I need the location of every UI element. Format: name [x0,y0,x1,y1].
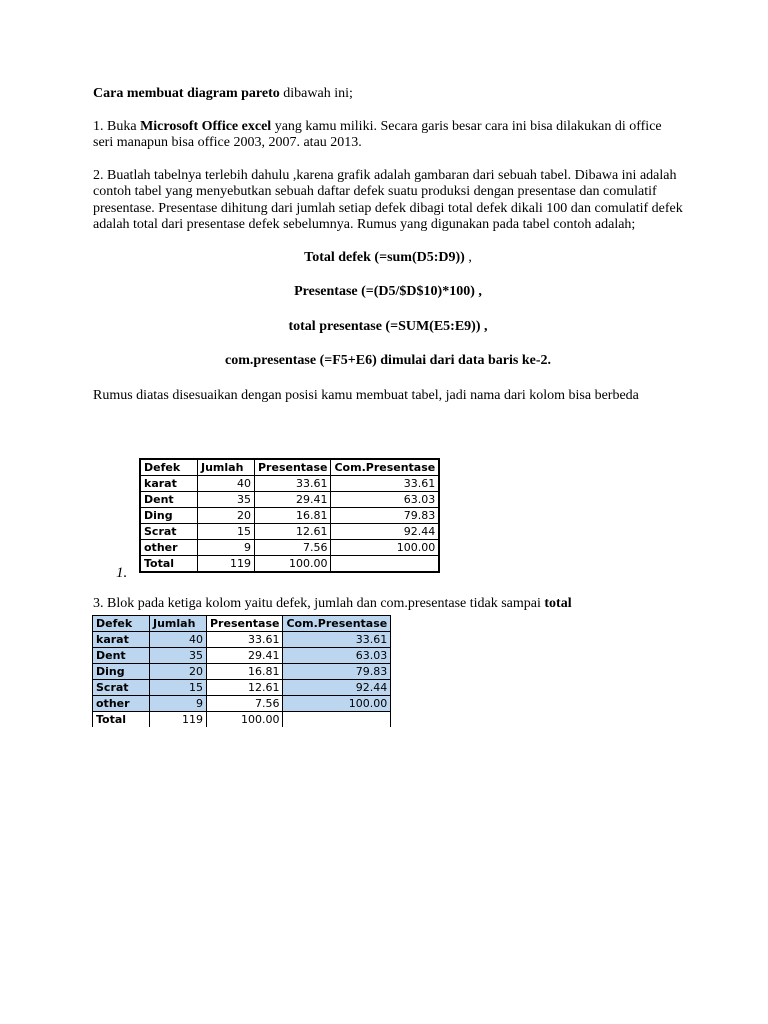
formula-total-presentase: total presentase (=SUM(E5:E9)) , [288,318,488,334]
cell-total-jumlah: 119 [198,556,255,573]
cell-presentase: 7.56 [255,540,331,556]
header-jumlah: Jumlah [198,459,255,476]
cell-presentase: 12.61 [255,524,331,540]
step1-bold: Microsoft Office excel [140,118,272,134]
step1-text: yang kamu miliki. Secara garis besar cara ini bisa dilakukan di office seri manapun bisa office 2003, 2007. atau 2013. [93,118,662,150]
table-row [93,696,391,712]
table-row [140,524,439,540]
cell-jumlah: 9 [198,540,255,556]
header-com-presentase: Com.Presentase [331,459,439,476]
cell-presentase: 33.61 [255,476,331,492]
cell-com-presentase: 63.03 [331,492,439,508]
intro-paragraph [93,86,683,103]
cell-presentase[interactable]: 29.41 [207,648,283,664]
cell-com-presentase[interactable]: 33.61 [283,632,391,648]
note-paragraph: Rumus diatas disesuaikan dengan posisi kamu membuat tabel, jadi nama dari kolom bisa berbeda [93,387,639,403]
cell-total-presentase[interactable]: 100.00 [207,712,283,728]
cell-defek[interactable]: Dent [93,648,150,664]
cell-jumlah[interactable]: 35 [150,648,207,664]
table-total-row [140,556,439,573]
document-body [93,86,683,404]
step3-bold: total [544,596,572,611]
formula-presentase: Presentase (=(D5/$D$10)*100) , [294,284,482,299]
cell-jumlah[interactable]: 20 [150,664,207,680]
table-row [140,540,439,556]
cell-defek: Scrat [140,524,198,540]
step2-paragraph: 2. Buatlah tabelnya terlebih dahulu ,karena grafik adalah gambaran dari sebuah tabel. Dibawa ini adalah contoh tabel yang menyebutkan sebuah daftar defek suatu produksi dengan presentase dan comulatif presentase. Presentase dihitung dari jumlah setiap defek dibagi total defek dikali 100 dan comulatif defek adalah total dari presentase defek sebelumnya. Rumus yang digunakan pada tabel contoh adalah; [93,167,683,232]
formula-total [93,250,683,267]
defect-table [139,458,440,573]
selected-defect-table [92,615,391,727]
cell-presentase: 16.81 [255,508,331,524]
table-total-row [93,712,391,728]
header-presentase: Presentase [255,459,331,476]
cell-defek[interactable]: Ding [93,664,150,680]
cell-jumlah: 35 [198,492,255,508]
cell-com-presentase: 92.44 [331,524,439,540]
cell-defek[interactable]: karat [93,632,150,648]
cell-com-presentase: 33.61 [331,476,439,492]
cell-com-presentase[interactable]: 79.83 [283,664,391,680]
step3-paragraph [93,596,572,612]
header-presentase[interactable]: Presentase [207,616,283,632]
cell-presentase[interactable]: 7.56 [207,696,283,712]
cell-defek: other [140,540,198,556]
cell-jumlah[interactable]: 9 [150,696,207,712]
table-row [140,492,439,508]
table-row [140,476,439,492]
cell-presentase: 29.41 [255,492,331,508]
table-row [93,632,391,648]
cell-jumlah: 40 [198,476,255,492]
step1-prefix: 1. Buka [93,118,141,134]
cell-total-com-presentase [331,556,439,573]
cell-total-presentase: 100.00 [255,556,331,573]
cell-defek: Dent [140,492,198,508]
cell-total-label[interactable]: Total [93,712,150,728]
formula-total-tail: , [464,249,472,265]
cell-defek: Ding [140,508,198,524]
table-row [93,648,391,664]
cell-total-com-presentase[interactable] [283,712,391,728]
cell-jumlah: 20 [198,508,255,524]
list-number: 1. [116,565,128,581]
header-com-presentase[interactable]: Com.Presentase [283,616,391,632]
cell-com-presentase[interactable]: 63.03 [283,648,391,664]
cell-com-presentase: 100.00 [331,540,439,556]
cell-defek[interactable]: Scrat [93,680,150,696]
table-header-row [140,459,439,476]
table-row [93,664,391,680]
cell-presentase[interactable]: 12.61 [207,680,283,696]
intro-bold: Cara membuat diagram pareto [93,86,280,101]
formula-total-text: Total defek (=sum(D5:D9)) [304,249,465,265]
intro-text: dibawah ini; [279,86,353,101]
cell-jumlah: 15 [198,524,255,540]
cell-total-jumlah[interactable]: 119 [150,712,207,728]
header-jumlah[interactable]: Jumlah [150,616,207,632]
cell-com-presentase: 79.83 [331,508,439,524]
cell-com-presentase[interactable]: 92.44 [283,680,391,696]
cell-jumlah[interactable]: 15 [150,680,207,696]
cell-presentase[interactable]: 33.61 [207,632,283,648]
cell-jumlah[interactable]: 40 [150,632,207,648]
cell-defek: karat [140,476,198,492]
header-defek: Defek [140,459,198,476]
table-row [93,680,391,696]
cell-defek[interactable]: other [93,696,150,712]
table-header-row [93,616,391,632]
formula-com-presentase: com.presentase (=F5+E6) dimulai dari data baris ke-2. [224,353,552,368]
cell-com-presentase[interactable]: 100.00 [283,696,391,712]
header-defek[interactable]: Defek [93,616,150,632]
table-row [140,508,439,524]
step1-paragraph [93,119,683,152]
cell-presentase[interactable]: 16.81 [207,664,283,680]
cell-total-label: Total [140,556,198,573]
step3-text: 3. Blok pada ketiga kolom yaitu defek, jumlah dan com.presentase tidak sampai [93,596,545,611]
